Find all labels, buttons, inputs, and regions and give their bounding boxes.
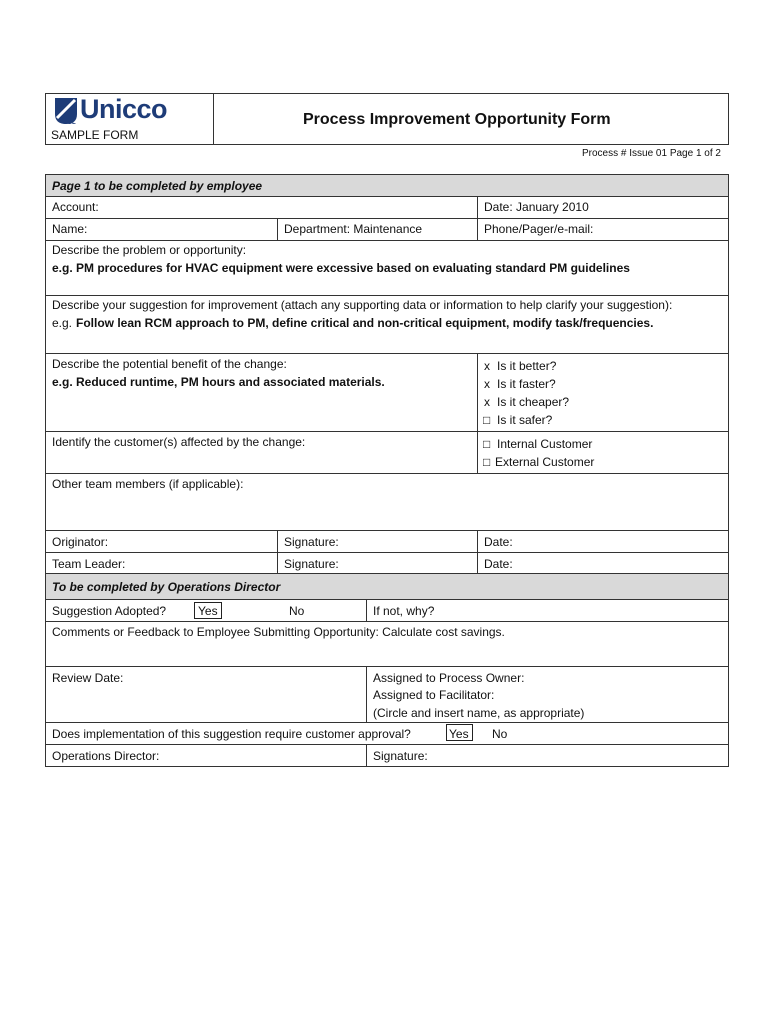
approval-yes-option[interactable]: Yes [449, 727, 469, 741]
suggestion-adopted-label: Suggestion Adopted? [52, 604, 167, 618]
suggestion-eg: e.g. [52, 316, 73, 330]
adopted-yes-option[interactable]: Yes [198, 604, 218, 618]
checkbox-cheaper-label: Is it cheaper? [497, 395, 570, 409]
checkbox-faster[interactable]: x [484, 377, 490, 391]
col-line [366, 744, 367, 767]
checkbox-cheaper[interactable]: x [484, 395, 490, 409]
col-line [477, 530, 478, 574]
benefit-example[interactable]: e.g. Reduced runtime, PM hours and associated materials. [52, 375, 385, 389]
row-line [45, 353, 729, 354]
comments-field[interactable]: Comments or Feedback to Employee Submitting Opportunity: Calculate cost savings. [52, 625, 505, 639]
row-line [45, 552, 729, 553]
row-line [45, 744, 729, 745]
section1-title: Page 1 to be completed by employee [52, 179, 263, 193]
col-line [277, 530, 278, 574]
logo-sub: UGL [63, 120, 76, 126]
checkbox-safer-label: Is it safer? [497, 413, 553, 427]
row-line [45, 621, 729, 622]
account-field[interactable]: Account: [52, 200, 99, 214]
suggestion-label: Describe your suggestion for improvement (attach any supporting data or information to help clarify your suggestion): [52, 298, 673, 312]
department-field[interactable]: Department: Maintenance [284, 222, 423, 236]
checkbox-better-label: Is it better? [497, 359, 557, 373]
facilitator-field[interactable]: Assigned to Facilitator: [373, 688, 495, 702]
benefit-label: Describe the potential benefit of the change: [52, 357, 287, 371]
section2-title: To be completed by Operations Director [52, 580, 281, 594]
col-line [477, 353, 478, 473]
checkbox-internal-customer[interactable]: □ [483, 437, 491, 451]
process-reference: Process # Issue 01 Page 1 of 2 [582, 148, 721, 159]
row-line [45, 240, 729, 241]
problem-example[interactable]: e.g. PM procedures for HVAC equipment were excessive based on evaluating standard PM guidelines [52, 261, 630, 275]
date-field[interactable]: Date: January 2010 [484, 200, 589, 214]
col-line [366, 666, 367, 722]
row-line [45, 530, 729, 531]
originator-date-field[interactable]: Date: [484, 535, 513, 549]
col-line [277, 218, 278, 240]
team-leader-date-field[interactable]: Date: [484, 557, 513, 571]
row-line [45, 196, 729, 197]
director-signature-field[interactable]: Signature: [373, 749, 428, 763]
row-line [45, 666, 729, 667]
team-leader-signature-field[interactable]: Signature: [284, 557, 339, 571]
operations-director-field[interactable]: Operations Director: [52, 749, 160, 763]
customer-approval-label: Does implementation of this suggestion require customer approval? [52, 727, 411, 741]
sample-form-label: SAMPLE FORM [51, 128, 139, 142]
row-line [45, 218, 729, 219]
adopted-no-option[interactable]: No [289, 604, 305, 618]
row-line [45, 295, 729, 296]
header-divider [213, 93, 214, 145]
form-title: Process Improvement Opportunity Form [303, 111, 611, 128]
team-members-field[interactable]: Other team members (if applicable): [52, 477, 244, 491]
circle-note: (Circle and insert name, as appropriate) [373, 706, 585, 720]
col-line [366, 599, 367, 621]
review-date-field[interactable]: Review Date: [52, 671, 124, 685]
name-field[interactable]: Name: [52, 222, 88, 236]
row-line [45, 473, 729, 474]
external-customer-label: External Customer [495, 455, 595, 469]
row-line [45, 722, 729, 723]
checkbox-better[interactable]: x [484, 359, 490, 373]
phone-field[interactable]: Phone/Pager/e-mail: [484, 222, 594, 236]
internal-customer-label: Internal Customer [497, 437, 593, 451]
col-line [477, 196, 478, 240]
suggestion-example[interactable]: Follow lean RCM approach to PM, define critical and non-critical equipment, modify task/frequencies. [76, 316, 654, 330]
checkbox-external-customer[interactable]: □ [483, 455, 491, 469]
checkbox-faster-label: Is it faster? [497, 377, 556, 391]
if-not-why-field[interactable]: If not, why? [373, 604, 435, 618]
originator-field[interactable]: Originator: [52, 535, 109, 549]
problem-label: Describe the problem or opportunity: [52, 243, 247, 257]
approval-no-option[interactable]: No [492, 727, 508, 741]
checkbox-safer[interactable]: □ [483, 413, 491, 427]
team-leader-field[interactable]: Team Leader: [52, 557, 126, 571]
customer-label: Identify the customer(s) affected by the change: [52, 435, 306, 449]
row-line [45, 599, 729, 600]
process-owner-field[interactable]: Assigned to Process Owner: [373, 671, 525, 685]
logo-text: Unicco [80, 94, 168, 124]
originator-signature-field[interactable]: Signature: [284, 535, 339, 549]
row-line [45, 431, 729, 432]
